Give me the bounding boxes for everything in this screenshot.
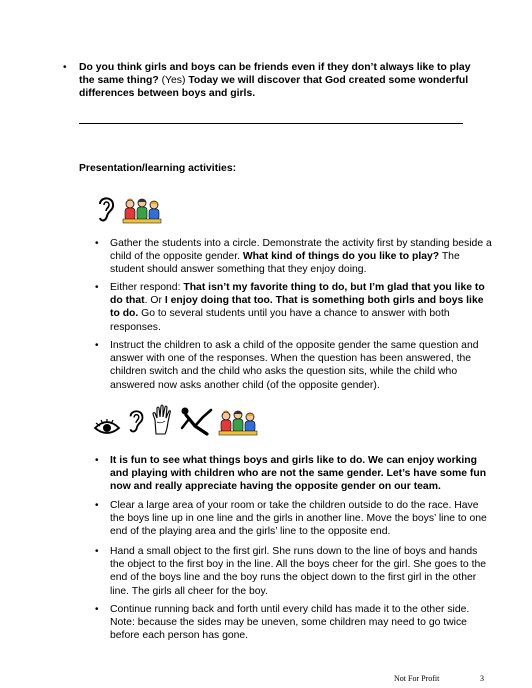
page-number: 3 xyxy=(480,674,484,683)
icon-row-2 xyxy=(93,404,259,436)
stretching-person-icon xyxy=(179,406,213,436)
ear-icon xyxy=(125,406,147,436)
activity1-item-3 xyxy=(110,339,493,392)
activity2-item-4 xyxy=(110,603,493,643)
intro-statement: Today we will discover that God created some wonderful differences between boys and girls. xyxy=(79,75,469,100)
eye-icon xyxy=(93,418,121,436)
text-run: Either respond: xyxy=(110,282,184,293)
text-run: It is fun to see what things boys and girls like to do. We can enjoy working and playing with children who are not the same gender. Let’s have some fun now and really appreciate having the opposite gender on our team. xyxy=(110,455,487,493)
text-run: What kind of things do you like to play? xyxy=(242,251,440,263)
children-group-icon xyxy=(122,198,162,224)
bullet: • xyxy=(95,455,99,466)
activity2-item-2 xyxy=(110,499,493,539)
icon-row-1 xyxy=(94,194,162,224)
children-group-icon xyxy=(217,410,259,436)
text-run: Clear a large area of your room or take the children outside to do the race. Have the boys line up in one line and the girls in another line. Move the boys’ line to one end of the playing area and the girls’ line to the opposite end. xyxy=(110,500,487,538)
bullet: • xyxy=(95,340,99,351)
ear-icon xyxy=(94,194,118,224)
text-run: Hand a small object to the first girl. She runs down to the line of boys and hands the object to the first boy in the line. All the boys cheer for the girl. She goes to the end of the boys line and the boy runs the object down to the first girl in the other line. The girls all cheer for the boy. xyxy=(110,546,487,597)
activity1-item-2 xyxy=(110,281,493,334)
footer-label: Not For Profit xyxy=(394,674,440,683)
bullet: • xyxy=(95,546,99,557)
text-run: That isn’t my favorite thing to do, but I’m glad that you like to do that xyxy=(110,282,485,307)
hand-icon xyxy=(151,404,175,436)
bullet: • xyxy=(95,500,99,511)
divider-line xyxy=(79,123,463,124)
intro-question-bold: Do you think girls and boys can be friends even if they don’t always like to play the same thing? xyxy=(79,62,471,87)
bullet: • xyxy=(63,62,67,73)
text-run: . Or xyxy=(144,295,165,307)
intro-answer: (Yes) xyxy=(161,75,189,87)
text-run: Go to several students until you have a chance to answer with both responses. xyxy=(110,308,450,333)
activity2-item-1 xyxy=(110,454,493,494)
bullet: • xyxy=(95,238,99,249)
section-heading: Presentation/learning activities: xyxy=(79,163,237,174)
text-run: Continue running back and forth until every child has made it to the other side. Note: because the sides may be uneven, some children may need to go twice before each person has gone. xyxy=(110,604,470,642)
activity2-item-3 xyxy=(110,545,493,598)
text-run: I enjoy doing that too. That is something both girls and boys like to do. xyxy=(110,295,484,320)
bullet: • xyxy=(95,282,99,293)
intro-question xyxy=(79,61,479,101)
text-run: Instruct the children to ask a child of the opposite gender the same question and answer with one of the responses. When the question has been answered, the children switch and the child who asks the question sits, while the child who answered now asks another child (of the opposite gender). xyxy=(110,340,479,391)
bullet: • xyxy=(95,604,99,615)
activity1-item-1 xyxy=(110,237,493,277)
text-run: The student should answer something that they enjoy doing. xyxy=(110,251,460,276)
text-run: Gather the students into a circle. Demonstrate the activity first by standing beside a child of the opposite gender. xyxy=(110,238,492,263)
